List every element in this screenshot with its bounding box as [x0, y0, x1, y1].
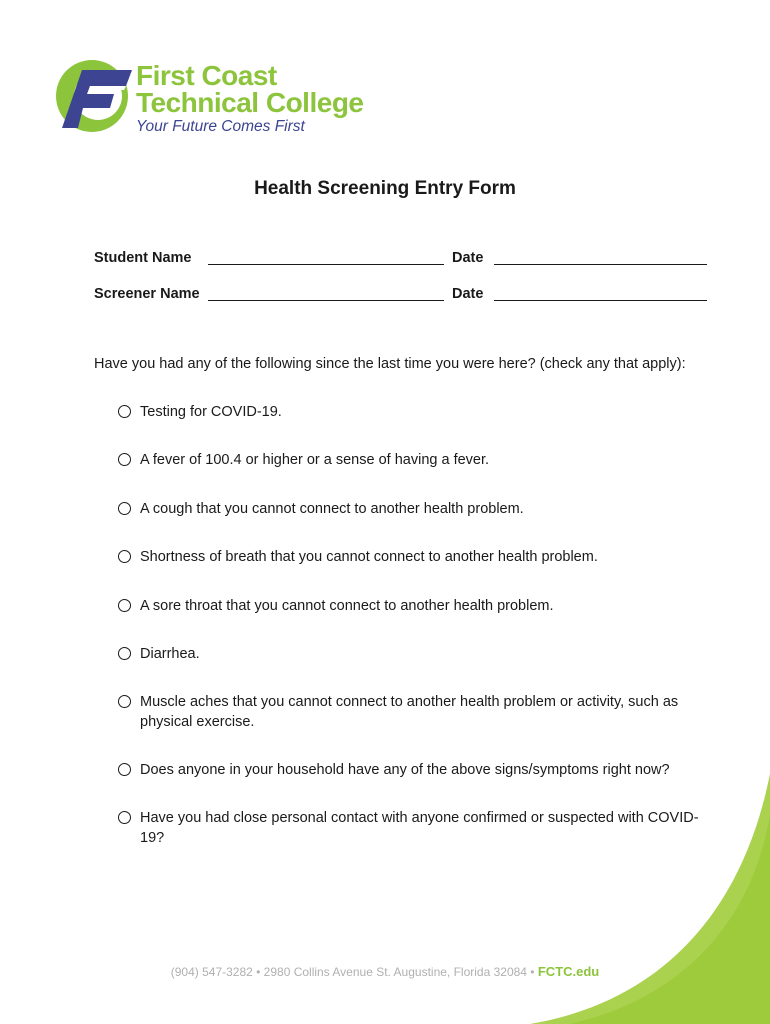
checkbox-sore-throat[interactable] — [118, 599, 131, 612]
item-text: Testing for COVID-19. — [140, 404, 282, 420]
date-label: Date — [452, 250, 484, 266]
checkbox-close-contact[interactable] — [118, 811, 131, 824]
student-date-field[interactable] — [494, 264, 707, 265]
logo-tagline: Your Future Comes First — [136, 118, 305, 135]
checkbox-diarrhea[interactable] — [118, 647, 131, 660]
screening-question: Have you had any of the following since the last time you were here? (check any that apply): — [94, 356, 686, 372]
college-logo — [54, 56, 374, 140]
item-text: Have you had close personal contact with anyone confirmed or suspected with COVID-19? — [140, 810, 699, 846]
date-label: Date — [452, 286, 484, 302]
footer-url[interactable]: FCTC.edu — [537, 964, 600, 979]
item-text: A fever of 100.4 or higher or a sense of having a fever. — [140, 452, 490, 468]
footer-address: (904) 547-3282 • 2980 Collins Avenue St. Augustine, Florida 32084 • — [170, 965, 538, 979]
student-name-label: Student Name — [94, 250, 192, 266]
item-text: Does anyone in your household have any of the above signs/symptoms right now? — [140, 762, 670, 778]
checkbox-household-symptoms[interactable] — [118, 763, 131, 776]
item-text: A sore throat that you cannot connect to another health problem. — [140, 598, 554, 614]
item-text: Muscle aches that you cannot connect to another health problem or activity, such as physical exercise. — [140, 694, 679, 730]
checkbox-shortness-of-breath[interactable] — [118, 550, 131, 563]
fctc-logo-mark-icon — [54, 56, 134, 136]
checkbox-fever[interactable] — [118, 453, 131, 466]
checkbox-muscle-aches[interactable] — [118, 695, 131, 708]
checkbox-covid-testing[interactable] — [118, 405, 131, 418]
corner-swoosh-graphic — [530, 774, 770, 1024]
screener-name-label: Screener Name — [94, 286, 200, 302]
item-text: A cough that you cannot connect to another health problem. — [140, 501, 524, 517]
screener-name-field[interactable] — [208, 300, 444, 301]
logo-line-1: First Coast — [136, 60, 277, 91]
checkbox-cough[interactable] — [118, 502, 131, 515]
student-name-field[interactable] — [208, 264, 444, 265]
item-text: Shortness of breath that you cannot connect to another health problem. — [140, 549, 598, 565]
form-title: Health Screening Entry Form — [254, 178, 516, 199]
item-text: Diarrhea. — [140, 646, 200, 662]
screener-date-field[interactable] — [494, 300, 707, 301]
logo-line-2: Technical College — [136, 87, 364, 118]
